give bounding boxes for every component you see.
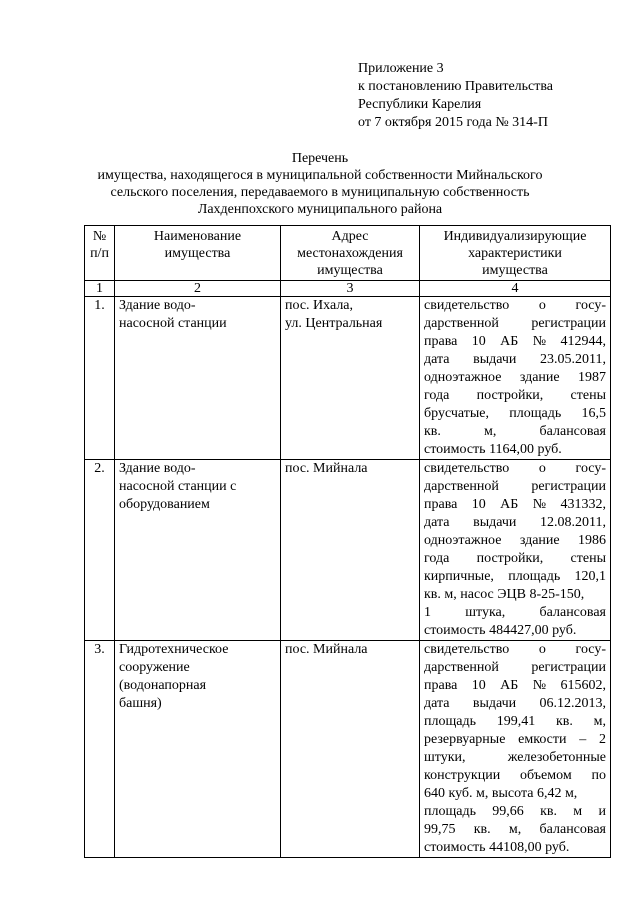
characteristics-line: года постройки, стены	[424, 388, 606, 403]
property-characteristics	[420, 297, 611, 460]
characteristics-line: свидетельство о госу-	[424, 298, 606, 313]
table-header-row	[85, 226, 611, 281]
property-characteristics	[420, 641, 611, 858]
header-cell-name	[115, 226, 281, 281]
characteristics-line: права 10 АБ № 431332,	[424, 497, 606, 512]
characteristics-line: резервуарные емкости – 2	[424, 732, 606, 747]
header-text: Индивидуализирующие	[443, 229, 587, 244]
appendix-line: от 7 октября 2015 года № 314-П	[358, 115, 548, 130]
column-numbers-row	[85, 281, 611, 297]
header-cell-number	[85, 226, 115, 281]
characteristics-line: конструкции объемом по	[424, 768, 606, 783]
table-row	[85, 641, 611, 858]
table-row	[85, 460, 611, 641]
property-address-line: пос. Мийнала	[285, 461, 368, 476]
property-address-line: пос. Ихала,	[285, 298, 354, 313]
property-name-line: насосной станции с	[119, 479, 237, 494]
characteristics-line: дата выдачи 06.12.2013,	[424, 696, 606, 711]
property-name	[115, 297, 281, 460]
header-text: характеристики	[468, 246, 562, 261]
column-number: 4	[420, 281, 611, 297]
property-name-line: Здание водо-	[119, 461, 196, 476]
property-address	[281, 460, 420, 641]
header-text: Наименование	[153, 229, 242, 244]
title-line: имущества, находящегося в муниципальной собственности Мийнальского	[97, 168, 543, 183]
characteristics-line: дарственной регистрации	[424, 479, 606, 494]
characteristics-line: свидетельство о госу-	[424, 461, 606, 476]
property-name-line: Здание водо-	[119, 298, 196, 313]
property-name-line: оборудованием	[119, 497, 210, 512]
characteristics-line: брусчатые, площадь 16,5	[424, 406, 606, 421]
characteristics-line: кв. м, балансовая	[424, 424, 606, 439]
characteristics-line: года постройки, стены	[424, 551, 606, 566]
characteristics-line: дарственной регистрации	[424, 660, 606, 675]
characteristics-line: одноэтажное здание 1986	[424, 533, 606, 548]
characteristics-line: стоимость 44108,00 руб.	[424, 840, 570, 855]
header-text: имущества	[482, 263, 548, 278]
property-name	[115, 641, 281, 858]
title-line: сельского поселения, передаваемого в муниципальную собственность	[110, 185, 530, 200]
characteristics-line: 1 штука, балансовая	[424, 605, 606, 620]
property-name-line: Гидротехническое	[119, 642, 229, 657]
characteristics-line: дата выдачи 12.08.2011,	[424, 515, 606, 530]
column-number: 2	[115, 281, 281, 297]
property-name-line: сооружение	[119, 660, 190, 675]
header-text: имущества	[317, 263, 383, 278]
header-text: имущества	[164, 246, 231, 261]
characteristics-line: права 10 АБ № 412944,	[424, 334, 606, 349]
characteristics-line: стоимость 1164,00 руб.	[424, 442, 562, 457]
column-number: 3	[281, 281, 420, 297]
row-number: 1.	[85, 297, 115, 460]
table-row	[85, 297, 611, 460]
characteristics-line: кв. м, насос ЭЦВ 8-25-150,	[424, 587, 585, 602]
column-number: 1	[85, 281, 115, 297]
header-cell-characteristics	[420, 226, 611, 281]
header-text: Адрес	[331, 229, 369, 244]
title-line: Перечень	[291, 151, 349, 166]
property-characteristics	[420, 460, 611, 641]
characteristics-line: стоимость 484427,00 руб.	[424, 623, 577, 638]
appendix-header	[358, 60, 618, 132]
appendix-line: Республики Карелия	[358, 97, 482, 112]
characteristics-line: 99,75 кв. м, балансовая	[424, 822, 606, 837]
characteristics-line: кирпичные, площадь 120,1	[424, 569, 606, 584]
header-text: №	[92, 229, 107, 244]
characteristics-line: дата выдачи 23.05.2011,	[424, 352, 606, 367]
characteristics-line: права 10 АБ № 615602,	[424, 678, 606, 693]
header-cell-address	[281, 226, 420, 281]
property-address-line: пос. Мийнала	[285, 642, 368, 657]
characteristics-line: одноэтажное здание 1987	[424, 370, 606, 385]
property-name-line: (водонапорная	[119, 678, 207, 693]
property-name-line: насосной станции	[119, 316, 227, 331]
row-number: 3.	[85, 641, 115, 858]
property-address	[281, 641, 420, 858]
header-text: п/п	[90, 246, 109, 261]
property-address	[281, 297, 420, 460]
characteristics-line: дарственной регистрации	[424, 316, 606, 331]
property-table	[84, 225, 611, 858]
characteristics-line: свидетельство о госу-	[424, 642, 606, 657]
property-address-line: ул. Центральная	[285, 316, 383, 331]
characteristics-line: площадь 99,66 кв. м и	[424, 804, 606, 819]
characteristics-line: штуки, железобетонные	[424, 750, 606, 765]
characteristics-line: площадь 199,41 кв. м,	[424, 714, 606, 729]
appendix-line: к постановлению Правительства	[358, 79, 554, 94]
appendix-line: Приложение 3	[358, 61, 444, 76]
property-name	[115, 460, 281, 641]
document-title	[60, 150, 580, 218]
row-number: 2.	[85, 460, 115, 641]
header-text: местонахождения	[297, 246, 403, 261]
characteristics-line: 640 куб. м, высота 6,42 м,	[424, 786, 578, 801]
property-name-line: башня)	[119, 696, 162, 711]
title-line: Лахденпохского муниципального района	[197, 202, 443, 217]
